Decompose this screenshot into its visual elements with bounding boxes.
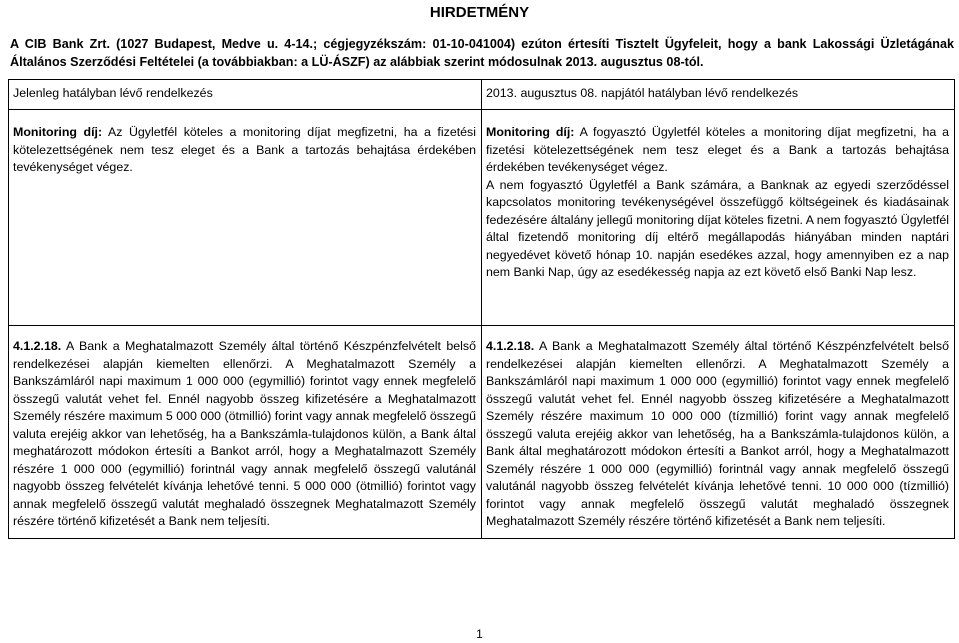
current-provision-header: Jelenleg hatályban lévő rendelkezés <box>9 80 482 110</box>
monitoring-fee-label: Monitoring díj: <box>486 125 575 139</box>
monitoring-fee-row <box>9 110 955 326</box>
monitoring-fee-new-text-1: A fogyasztó Ügyletfél köteles a monitoring díjat megfizetni, ha a fizetési kötelezettségének nem tesz eleget és a Bank a tartozás behajtása érdekében tevékenységet végez. <box>486 125 949 174</box>
monitoring-fee-current-text: Az Ügyletfél köteles a monitoring díjat megfizetni, ha a fizetési kötelezettségének nem tesz eleget és a Bank a tartozás behajtása érdekében tevékenységet végez. <box>13 125 477 174</box>
page-number: 1 <box>476 627 483 641</box>
monitoring-fee-new-text-2: A nem fogyasztó Ügyletfél a Bank számára, a Banknak az egyedi szerződéssel kapcsolatos monitoring tevékenységével összefüggő költségeinek és kiadásainak fedezésére általány jellegű monitoring díjat köteles fizetni. A nem fogyasztó Ügyletfél által fizetendő monitoring díj eltérő megállapodás hiányában minden naptári negyedévet követő hónap 10. napján esedékes azzal, hogy amennyiben ez a nap nem Banki Nap, úgy az esedékesség napja az ezt követő első Banki Nap lesz. <box>486 177 949 279</box>
cash-withdrawal-new-text: A Bank a Meghatalmazott Személy által történő Készpénzfelvételt belső rendelkezései alapján kiemelten ellenőrzi. A Meghatalmazott Személy a Bankszámláról napi maximum 1 000 000 (egymillió) forintot vagy ennek megfelelő összegű valutát vehet fel. Ennél nagyobb összeg kifizetésére a Meghatalmazott Személy részére maximum 10 000 000 (tízmillió) forint vagy annak megfelelő összegű valuta erejéig akkor van lehetőség, ha a Bankszámla-tulajdonos külön, a Bank által meghatározott módokon értesíti a Bankot arról, hogy a Meghatalmazott Személy részére 1 000 000 (egymillió) forintnál vagy annak megfelelő összegű valutánál nagyobb összeg felvételét kívánja lehetővé tenni. 10 000 000 (tízmillió) forintot vagy annak megfelelő összegű valutát meghaladó összegnek Meghatalmazott Személy részére történő kifizetését a Bank nem teljesíti. <box>486 339 949 528</box>
monitoring-fee-new <box>482 110 955 326</box>
cash-withdrawal-current <box>9 326 482 539</box>
section-number: 4.1.2.18. <box>486 339 535 353</box>
intro-paragraph: A CIB Bank Zrt. (1027 Budapest, Medve u. 4-14.; cégjegyzékszám: 01-10-041004) ezúton értesíti Tisztelt Ügyfeleit, hogy a bank Lakossági Üzletágának Általános Szerződési Feltételei (a továbbiakban: a LÜ-ÁSZF) az alábbiak szerint módosulnak 2013. augusztus 08-tól. <box>10 37 954 69</box>
table-header-row <box>9 80 955 110</box>
cash-withdrawal-row <box>9 326 955 539</box>
document-title: HIRDETMÉNY <box>429 4 530 21</box>
cash-withdrawal-new <box>482 326 955 539</box>
comparison-table <box>8 79 955 539</box>
monitoring-fee-label: Monitoring díj: <box>13 125 103 139</box>
cash-withdrawal-current-text: A Bank a Meghatalmazott Személy által történő Készpénzfelvételt belső rendelkezései alapján kiemelten ellenőrzi. A Meghatalmazott Személy a Bankszámláról napi maximum 1 000 000 (egymillió) forintot vagy ennek megfelelő összegű valutát vehet fel. Ennél nagyobb összeg kifizetésére a Meghatalmazott Személy részére maximum 5 000 000 (ötmillió) forint vagy annak megfelelő összegű valuta erejéig akkor van lehetőség, ha a Bankszámla-tulajdonos külön, a Bank által meghatározott módokon értesíti a Bankot arról, hogy a Meghatalmazott Személy részére 1 000 000 (egymillió) forintnál vagy annak megfelelő összegű valutánál nagyobb összeg felvételét kívánja lehetővé tenni. 5 000 000 (ötmillió) forintot vagy annak megfelelő összegű valutát meghaladó összegnek Meghatalmazott Személy részére történő kifizetését a Bank nem teljesíti. <box>13 339 476 528</box>
new-provision-header: 2013. augusztus 08. napjától hatályban lévő rendelkezés <box>482 80 955 110</box>
section-number: 4.1.2.18. <box>13 339 62 353</box>
monitoring-fee-current <box>9 110 482 326</box>
